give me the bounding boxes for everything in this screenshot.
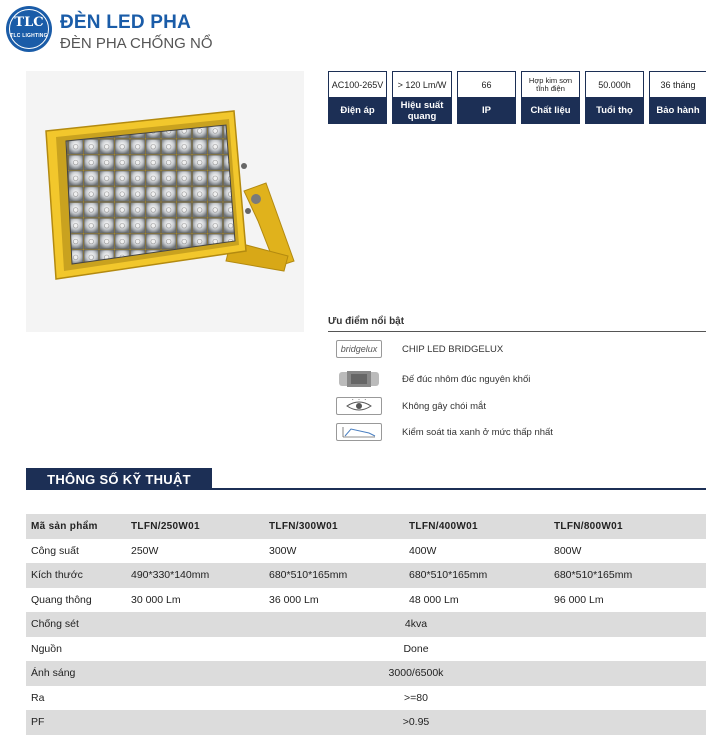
row-label: Nguồn — [31, 642, 62, 655]
blue-light-chart-icon — [336, 423, 382, 441]
row-label: Kích thước — [31, 569, 83, 582]
spec-table — [26, 514, 706, 735]
badge-value: 50.000h — [585, 71, 644, 97]
header-cell: Mã sản phẩm — [31, 520, 98, 532]
table-cell: 400W — [409, 544, 437, 557]
advantage-text: Không gây chói mắt — [402, 400, 486, 412]
table-row — [26, 588, 706, 613]
table-cell: 250W — [131, 544, 159, 557]
header-cell: TLFN/800W01 — [554, 520, 623, 532]
row-label: Ra — [31, 691, 45, 704]
advantage-text: CHIP LED BRIDGELUX — [402, 343, 504, 355]
badge-value: 36 tháng — [649, 71, 706, 97]
table-row — [26, 661, 706, 686]
badge-material — [521, 71, 580, 124]
advantages-title: Ưu điểm nổi bật — [328, 316, 405, 327]
logo-subtext: TLC LIGHTING — [10, 32, 48, 39]
merged-cell: Done — [403, 642, 429, 655]
product-subtitle: ĐÈN PHA CHỐNG NỔ — [60, 35, 213, 52]
header-cell: TLFN/250W01 — [131, 520, 200, 532]
table-row — [26, 710, 706, 735]
badge-value: Hợp kim sơn tĩnh điện — [521, 71, 580, 97]
row-label: Ánh sáng — [31, 667, 76, 680]
row-label: Quang thông — [31, 593, 92, 606]
advantage-item — [336, 369, 531, 389]
bridgelux-logo-icon — [336, 340, 382, 358]
merged-cell: >0.95 — [402, 716, 430, 729]
badge-warranty — [649, 71, 706, 124]
table-cell: 680*510*165mm — [409, 569, 488, 582]
badge-value: 66 — [457, 71, 516, 97]
merged-cell: >=80 — [404, 691, 428, 704]
table-cell: 48 000 Lm — [409, 593, 459, 606]
badge-label: Hiệu suất quang — [392, 97, 452, 124]
table-row — [26, 686, 706, 711]
product-title: ĐÈN LED PHA — [60, 12, 191, 33]
table-cell: 96 000 Lm — [554, 593, 604, 606]
logo-mark: TLC — [14, 14, 44, 30]
table-row — [26, 612, 706, 637]
specs-section-divider — [212, 488, 706, 490]
advantage-text: Đế đúc nhôm đúc nguyên khối — [402, 373, 531, 385]
table-row — [26, 563, 706, 588]
row-label: Công suất — [31, 544, 79, 557]
header-cell: TLFN/400W01 — [409, 520, 478, 532]
advantage-item — [336, 339, 504, 359]
advantage-text: Kiểm soát tia xanh ở mức thấp nhất — [402, 426, 553, 438]
merged-cell: 4kva — [404, 618, 428, 631]
row-label: PF — [31, 716, 45, 729]
badge-value: AC100-265V — [328, 71, 387, 97]
table-row — [26, 539, 706, 564]
badge-label: IP — [457, 97, 516, 124]
eye-icon — [336, 397, 382, 415]
table-cell: 300W — [269, 544, 297, 557]
row-label: Chống sét — [31, 618, 79, 631]
header-cell: TLFN/300W01 — [269, 520, 338, 532]
bridgelux-wordmark: bridgelux — [340, 344, 378, 354]
table-row — [26, 637, 706, 662]
badge-efficiency — [392, 71, 452, 124]
table-cell: 680*510*165mm — [554, 569, 633, 582]
company-logo — [6, 6, 52, 52]
table-cell: 680*510*165mm — [269, 569, 348, 582]
badge-label: Bảo hành — [649, 97, 706, 124]
badge-label: Tuổi thọ — [585, 97, 644, 124]
badge-value: > 120 Lm/W — [392, 71, 452, 97]
specs-section-title: THÔNG SỐ KỸ THUẬT — [26, 468, 212, 490]
table-cell: 30 000 Lm — [131, 593, 181, 606]
merged-cell: 3000/6500k — [388, 667, 444, 680]
table-cell: 490*330*140mm — [131, 569, 210, 582]
badge-lifetime — [585, 71, 644, 124]
advantages-divider — [328, 331, 706, 332]
advantage-item — [336, 422, 553, 442]
table-header-row — [26, 514, 706, 539]
badge-label: Chất liệu — [521, 97, 580, 124]
product-photo — [26, 71, 304, 332]
advantage-item — [336, 396, 486, 416]
table-cell: 36 000 Lm — [269, 593, 319, 606]
spec-badges — [328, 71, 706, 124]
badge-voltage — [328, 71, 387, 124]
badge-label: Điện áp — [328, 97, 387, 124]
aluminum-housing-icon — [336, 370, 382, 388]
badge-ip — [457, 71, 516, 124]
table-cell: 800W — [554, 544, 582, 557]
